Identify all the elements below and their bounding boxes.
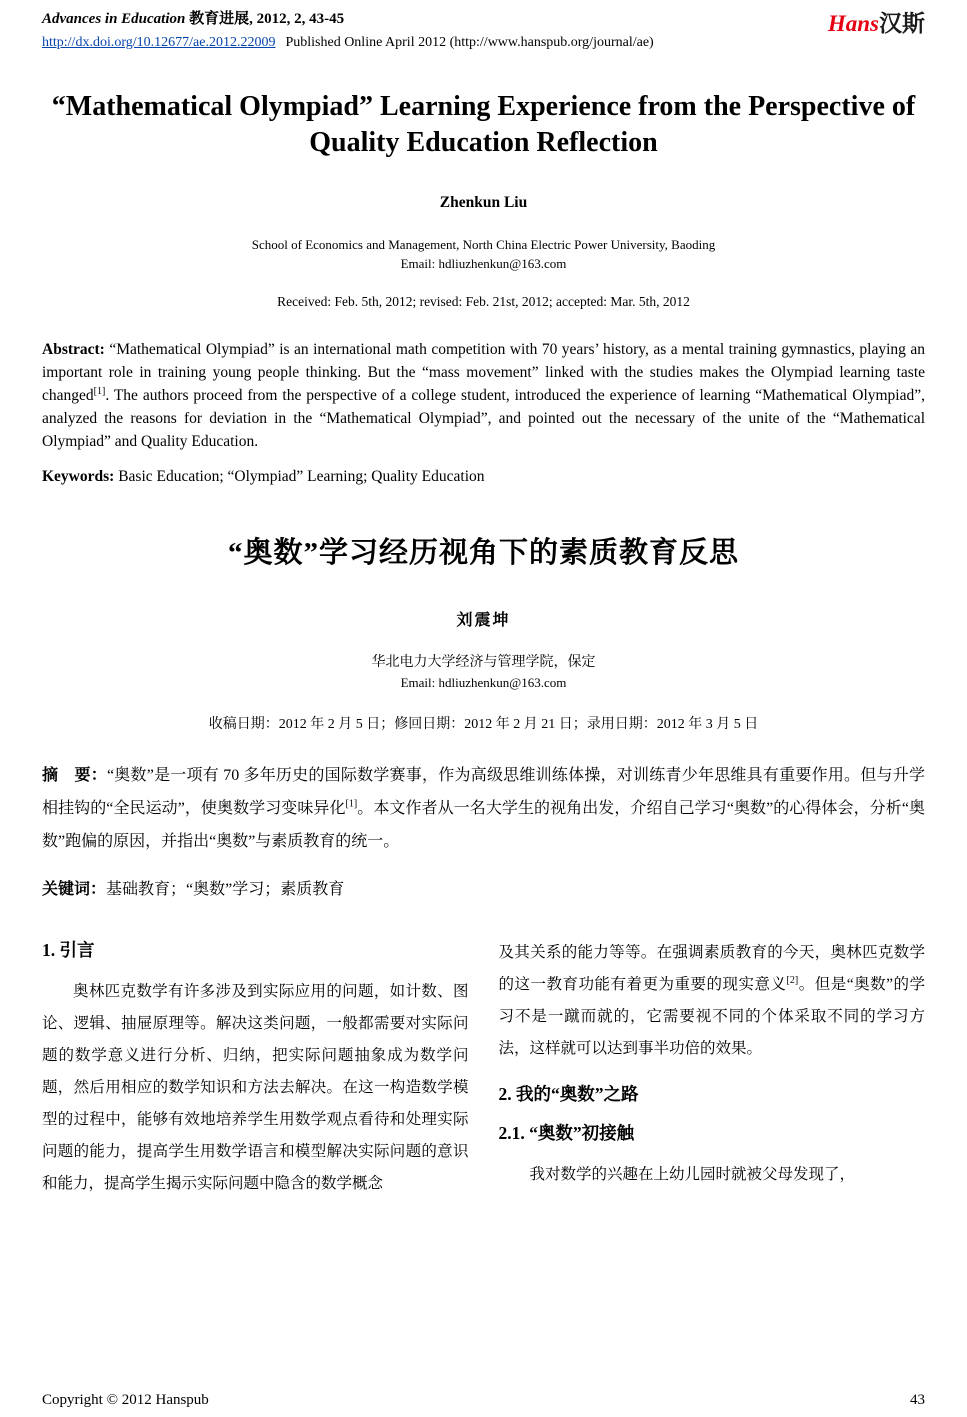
keywords-english [42,468,925,486]
page-number: 43 [910,1392,925,1408]
author-english: Zhenkun Liu [439,194,528,212]
section-1-cont-part1: 及其关系的能力等等。在强调素质教育的今天，奥林匹克数学的这一教育功能有着更为重要的现实意义 [498,943,925,993]
publisher-logo-hans: Hans [827,11,879,36]
author-chinese: 刘震坤 [456,612,511,630]
abstract-chinese [42,759,925,858]
section-1-cont-part2: 。但是“奥数”的学习不是一蹴而就的，它需要视不同的个体采取不同的学习方法，这样就可以达到事半功倍的效果。 [498,975,925,1057]
abstract-text-part2: . The authors proceed from the perspective of a college student, introduced the experience of learning “Mathematical Olympiad”, analyzed the reasons for deviation in the “Mathematical Olympiad”, and pointed out the necessary of the unite of the “Mathematical Olympiad” and Quality Education. [42,387,925,451]
doi-line [42,35,654,51]
footer-copyright: Copyright © 2012 Hanspub [42,1392,209,1408]
journal-title: Advances in Education [42,11,186,27]
section-2-1-heading: 2.1. “奥数”初接触 [498,1122,635,1143]
journal-info [42,10,654,51]
abstract-cn-part2: 。本文作者从一名大学生的视角出发，介绍自己学习“奥数”的心得体会，分析“奥数”跑偏的原因，并指出“奥数”与素质教育的统一。 [42,799,925,850]
section-1-heading: 1. 引言 [42,939,95,960]
keywords-label-chinese: 关键词： [42,880,107,898]
keywords-text-english: Basic Education; “Olympiad” Learning; Quality Education [118,468,485,486]
email-english: Email: hdliuzhenkun@163.com [400,256,567,272]
email-chinese: Email: hdliuzhenkun@163.com [400,675,567,691]
received-dates-english: Received: Feb. 5th, 2012; revised: Feb. 21st, 2012; accepted: Mar. 5th, 2012 [277,294,690,310]
keywords-text-chinese: 基础教育；“奥数”学习；素质教育 [106,880,345,898]
page-footer [42,1392,925,1409]
page-header [42,10,925,51]
right-column [499,937,926,1200]
journal-title-line [42,10,654,30]
left-column [42,937,469,1200]
section-1-continued-paragraph [499,937,926,1065]
publisher-logo-cn: 汉斯 [879,11,925,36]
section-2-1-paragraph: 我对数学的兴趣在上幼儿园时就被父母发现了， [529,1165,856,1183]
abstract-label-english: Abstract: [42,341,110,359]
abstract-cn-part1: “奥数”是一项有 70 多年历史的国际数学赛事，作为高级思维训练体操，对训练青少年思维具有重要作用。但与升学相挂钩的“全民运动”，使奥数学习变味异化 [42,766,925,817]
abstract-label-chinese: 摘 要： [42,766,107,784]
journal-issue-info: 教育进展, 2012, 2, 43-45 [185,11,345,27]
abstract-english [42,338,925,453]
received-dates-chinese: 收稿日期：2012 年 2 月 5 日；修回日期：2012 年 2 月 21 日；录用日期：2012 年 3 月 5 日 [208,716,759,732]
paper-title-chinese: “奥数”学习经历视角下的素质教育反思 [227,537,739,570]
section-2-heading: 2. 我的“奥数”之路 [498,1083,639,1104]
body-columns [42,937,925,1200]
citation-ref-1-chinese: [1] [345,798,358,810]
keywords-label-english: Keywords: [42,468,119,486]
affiliation-english: School of Economics and Management, North China Electric Power University, Baoding [251,237,716,253]
citation-ref-2: [2] [786,974,799,986]
citation-ref-1-english: [1] [93,385,106,397]
affiliation-chinese: 华北电力大学经济与管理学院，保定 [371,655,596,671]
doi-link[interactable]: http://dx.doi.org/10.12677/ae.2012.22009 [42,34,276,50]
keywords-chinese [42,876,925,899]
published-note: Published Online April 2012 (http://www.hanspub.org/journal/ae) [285,34,654,50]
paper-title-english: “Mathematical Olympiad” Learning Experience from the Perspective of Quality Education Reflection [51,90,916,159]
abstract-text-part1: “Mathematical Olympiad” is an international math competition with 70 years’ history, as a mental training gymnastics, playing an important role in training young people thinking. But the “mass movement” linked with the studies makes the Olympiad learning taste changed [42,341,926,405]
publisher-logo [828,12,925,35]
section-1-paragraph: 奥林匹克数学有许多涉及到实际应用的问题，如计数、图论、逻辑、抽屉原理等。解决这类问题，一般都需要对实际问题的数学意义进行分析、归纳，把实际问题抽象成为数学问题，然后用相应的数学知识和方法去解决。在这一构造数学模型的过程中，能够有效地培养学生用数学观点看待和处理实际问题的能力，提高学生用数学语言和模型解决实际问题的意识和能力，提高学生揭示实际问题中隐含的数学概念 [42,982,469,1192]
